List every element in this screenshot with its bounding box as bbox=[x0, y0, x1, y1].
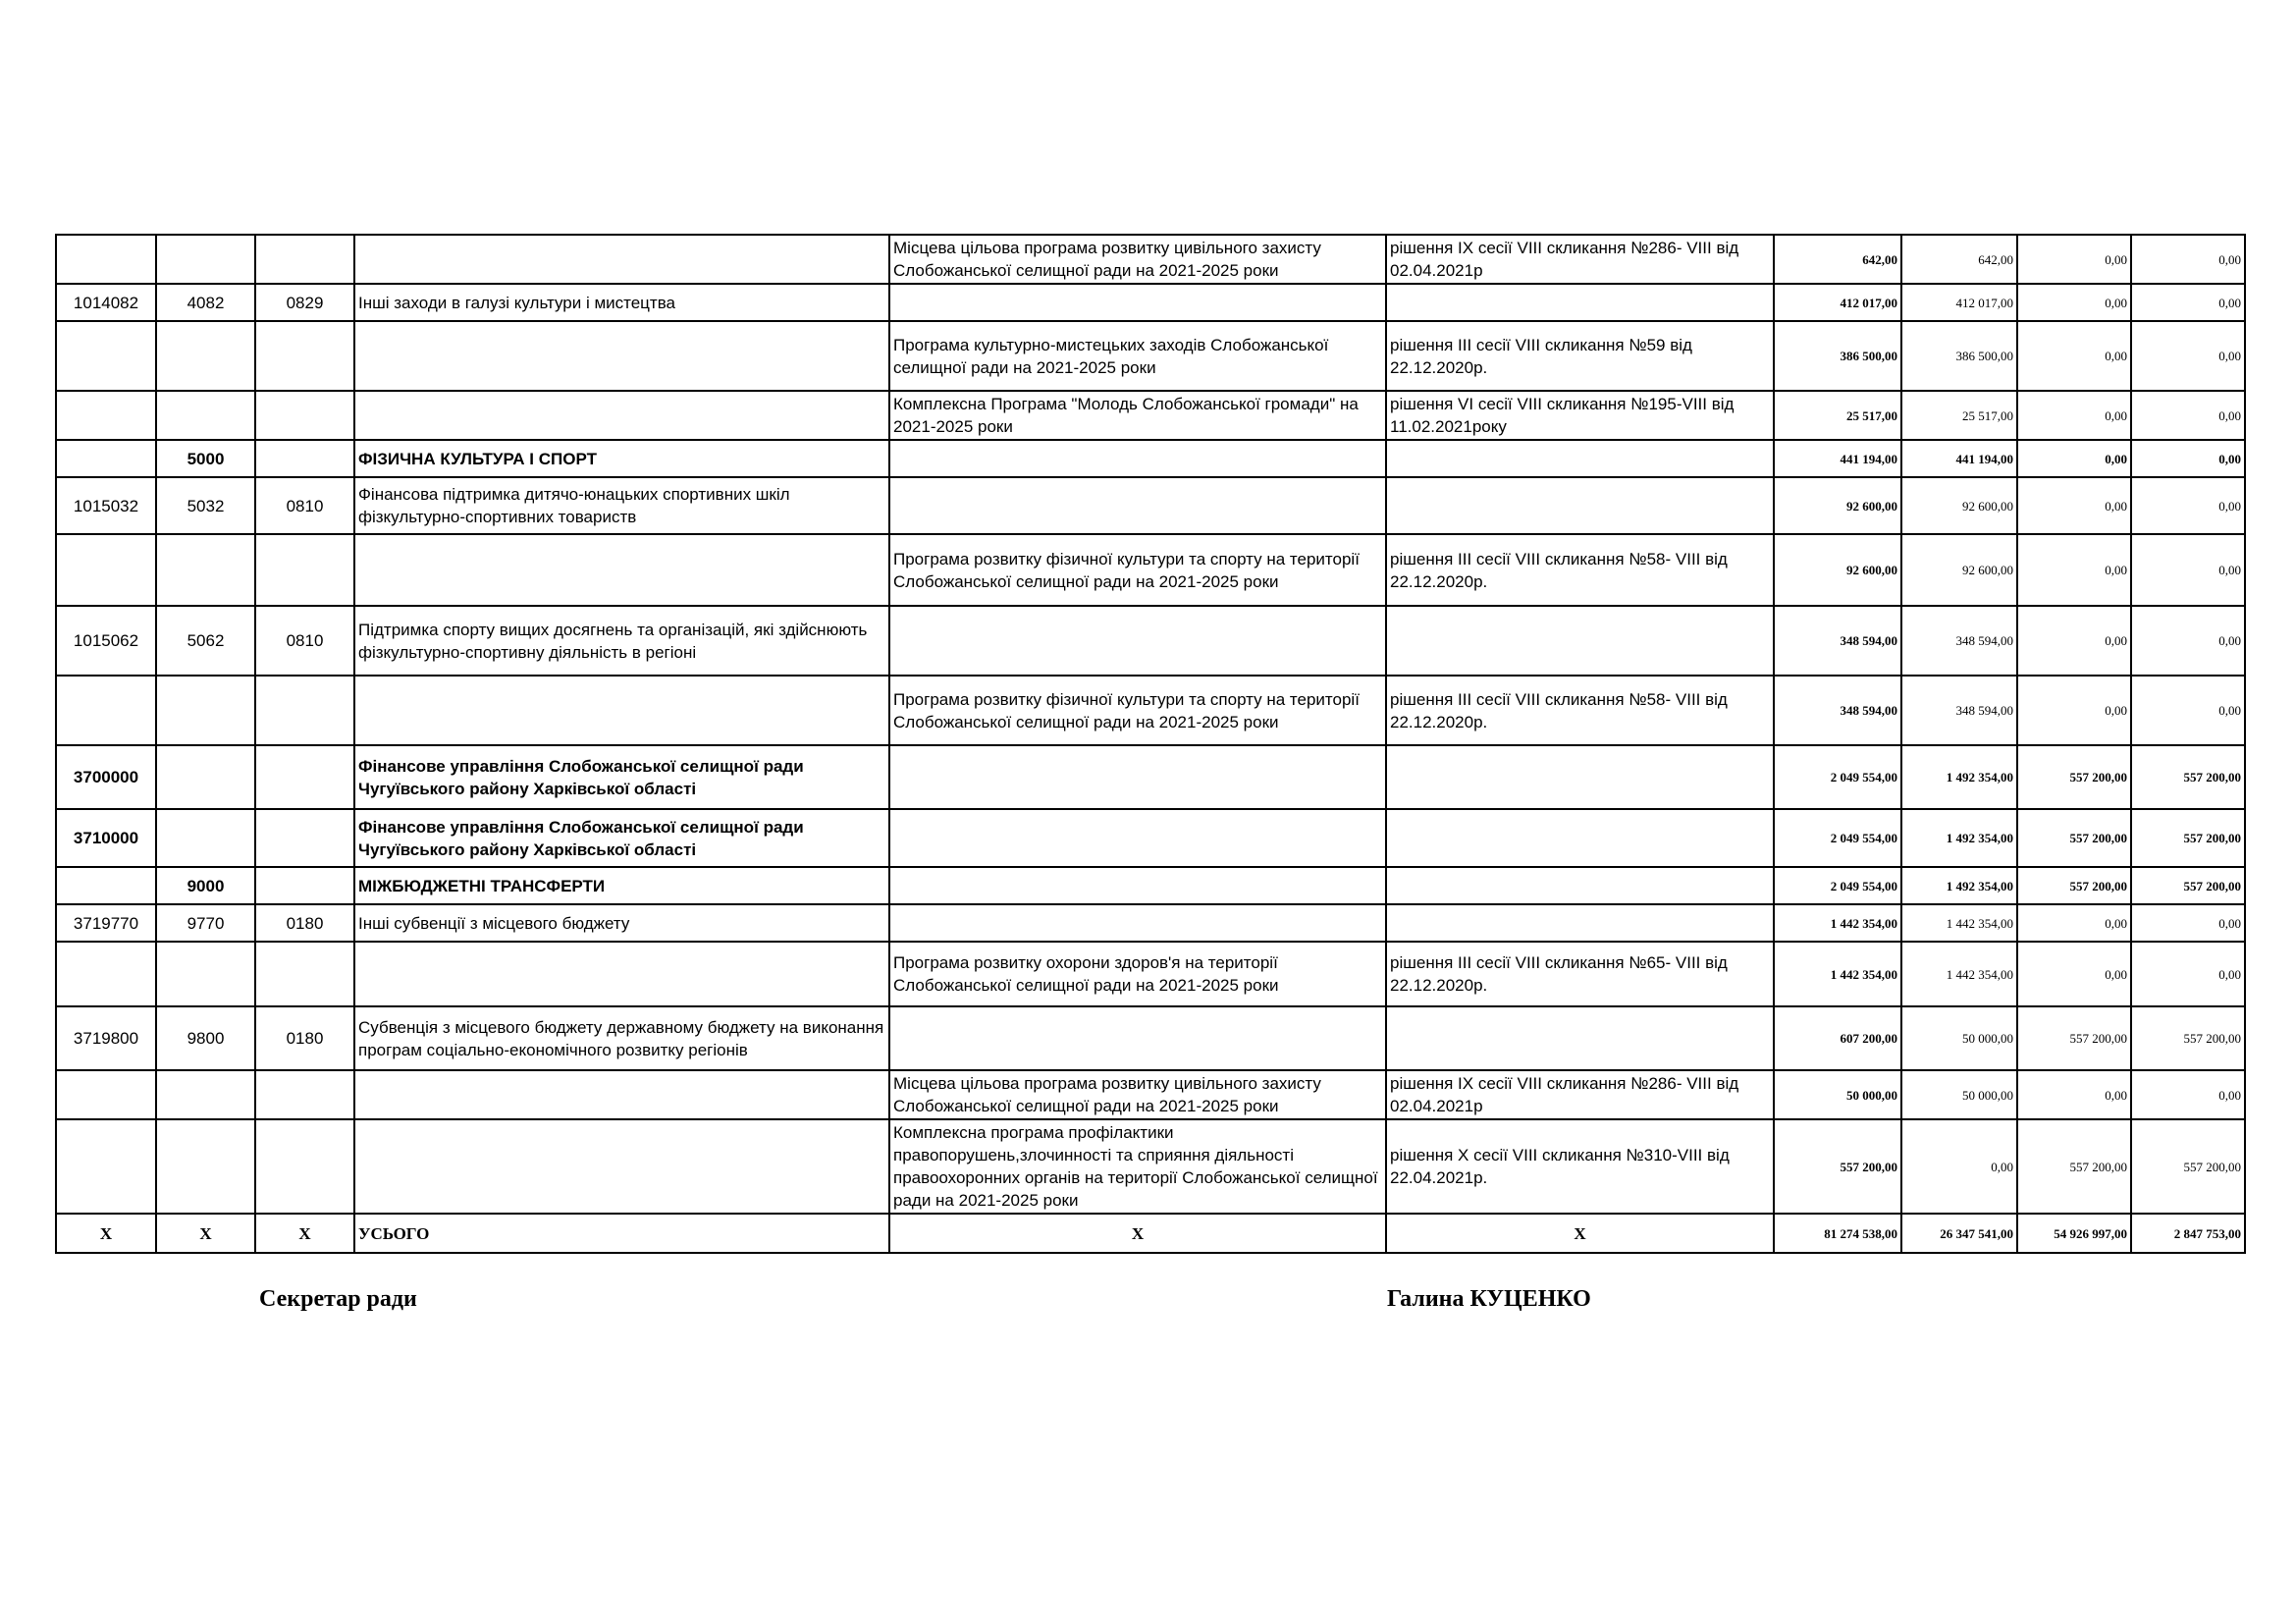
item-name-cell bbox=[354, 321, 889, 391]
total-row bbox=[56, 1214, 2245, 1253]
decision-cell bbox=[1386, 440, 1774, 477]
program-name-cell bbox=[889, 809, 1386, 867]
item-name-cell: Субвенція з місцевого бюджету державному бюджету на виконання програм соціально-економічного розвитку регіонів bbox=[354, 1006, 889, 1070]
general-fund-cell: 348 594,00 bbox=[1901, 676, 2017, 745]
decision-cell: рішення VI сесії VIII скликання №195-VIII від 11.02.2021року bbox=[1386, 391, 1774, 440]
function-code-cell bbox=[255, 942, 354, 1006]
program-name-cell: Комплексна Програма "Молодь Слобожанської громади" на 2021-2025 роки bbox=[889, 391, 1386, 440]
decision-cell bbox=[1386, 284, 1774, 321]
function-code-cell bbox=[255, 745, 354, 809]
task-code-cell: 5000 bbox=[156, 440, 255, 477]
program-name-cell: Програма розвитку охорони здоров'я на території Слобожанської селищної ради на 2021-2025 роки bbox=[889, 942, 1386, 1006]
table-row bbox=[56, 867, 2245, 904]
function-code-cell: 0829 bbox=[255, 284, 354, 321]
development-budget-cell: 0,00 bbox=[2131, 440, 2245, 477]
general-fund-cell: 1 492 354,00 bbox=[1901, 809, 2017, 867]
program-code-cell: 1014082 bbox=[56, 284, 156, 321]
task-code-cell bbox=[156, 391, 255, 440]
special-fund-cell: 0,00 bbox=[2017, 534, 2131, 606]
table-row bbox=[56, 534, 2245, 606]
total-amount-cell: 348 594,00 bbox=[1774, 606, 1901, 676]
special-fund-cell: 0,00 bbox=[2017, 391, 2131, 440]
special-fund-cell: 0,00 bbox=[2017, 440, 2131, 477]
program-code-cell: 1015032 bbox=[56, 477, 156, 534]
special-fund-cell: 0,00 bbox=[2017, 235, 2131, 284]
table-row bbox=[56, 676, 2245, 745]
signature-position: Секретар ради bbox=[259, 1286, 417, 1312]
special-fund-cell: 0,00 bbox=[2017, 676, 2131, 745]
development-budget-cell: 0,00 bbox=[2131, 477, 2245, 534]
total-x-cell: Х bbox=[889, 1214, 1386, 1253]
task-code-cell: 9770 bbox=[156, 904, 255, 942]
program-name-cell: Програма розвитку фізичної культури та спорту на території Слобожанської селищної ради на 2021-2025 роки bbox=[889, 534, 1386, 606]
program-name-cell bbox=[889, 477, 1386, 534]
item-name-cell bbox=[354, 1119, 889, 1214]
total-amount-cell: 412 017,00 bbox=[1774, 284, 1901, 321]
decision-cell: рішення X сесії VIII скликання №310-VIII від 22.04.2021р. bbox=[1386, 1119, 1774, 1214]
total-amount-cell: 92 600,00 bbox=[1774, 477, 1901, 534]
total-label-cell: УСЬОГО bbox=[354, 1214, 889, 1253]
task-code-cell bbox=[156, 1070, 255, 1119]
general-fund-cell: 92 600,00 bbox=[1901, 534, 2017, 606]
program-name-cell: Програма розвитку фізичної культури та спорту на території Слобожанської селищної ради на 2021-2025 роки bbox=[889, 676, 1386, 745]
total-amount-cell: 2 049 554,00 bbox=[1774, 809, 1901, 867]
program-name-cell bbox=[889, 904, 1386, 942]
program-code-cell: 3719800 bbox=[56, 1006, 156, 1070]
program-code-cell: 3700000 bbox=[56, 745, 156, 809]
grand-special-fund-cell: 54 926 997,00 bbox=[2017, 1214, 2131, 1253]
total-amount-cell: 50 000,00 bbox=[1774, 1070, 1901, 1119]
table-row bbox=[56, 606, 2245, 676]
program-name-cell bbox=[889, 284, 1386, 321]
program-name-cell bbox=[889, 745, 1386, 809]
program-code-cell: 3710000 bbox=[56, 809, 156, 867]
development-budget-cell: 0,00 bbox=[2131, 606, 2245, 676]
grand-general-fund-cell: 26 347 541,00 bbox=[1901, 1214, 2017, 1253]
special-fund-cell: 557 200,00 bbox=[2017, 867, 2131, 904]
decision-cell: рішення IX сесії VIII скликання №286- VIII від 02.04.2021р bbox=[1386, 235, 1774, 284]
function-code-cell bbox=[255, 1070, 354, 1119]
grand-development-budget-cell: 2 847 753,00 bbox=[2131, 1214, 2245, 1253]
decision-cell bbox=[1386, 477, 1774, 534]
task-code-cell bbox=[156, 235, 255, 284]
task-code-cell: 4082 bbox=[156, 284, 255, 321]
decision-cell bbox=[1386, 809, 1774, 867]
table-row bbox=[56, 1006, 2245, 1070]
general-fund-cell: 50 000,00 bbox=[1901, 1070, 2017, 1119]
general-fund-cell: 92 600,00 bbox=[1901, 477, 2017, 534]
program-name-cell: Місцева цільова програма розвитку цивільного захисту Слобожанської селищної ради на 2021-2025 роки bbox=[889, 1070, 1386, 1119]
item-name-cell: Інші субвенції з місцевого бюджету bbox=[354, 904, 889, 942]
item-name-cell bbox=[354, 235, 889, 284]
decision-cell: рішення III сесії VIII скликання №58- VIII від 22.12.2020р. bbox=[1386, 676, 1774, 745]
item-name-cell: Підтримка спорту вищих досягнень та організацій, які здійснюють фізкультурно-спортивну діяльність в регіоні bbox=[354, 606, 889, 676]
task-code-cell: 5062 bbox=[156, 606, 255, 676]
table-row bbox=[56, 235, 2245, 284]
program-code-cell bbox=[56, 235, 156, 284]
general-fund-cell: 0,00 bbox=[1901, 1119, 2017, 1214]
decision-cell: рішення III сесії VIII скликання №58- VIII від 22.12.2020р. bbox=[1386, 534, 1774, 606]
item-name-cell bbox=[354, 534, 889, 606]
program-name-cell bbox=[889, 440, 1386, 477]
decision-cell: рішення III сесії VIII скликання №65- VIII від 22.12.2020р. bbox=[1386, 942, 1774, 1006]
program-code-cell: 1015062 bbox=[56, 606, 156, 676]
decision-cell bbox=[1386, 904, 1774, 942]
general-fund-cell: 441 194,00 bbox=[1901, 440, 2017, 477]
special-fund-cell: 0,00 bbox=[2017, 1070, 2131, 1119]
development-budget-cell: 557 200,00 bbox=[2131, 1119, 2245, 1214]
total-amount-cell: 642,00 bbox=[1774, 235, 1901, 284]
development-budget-cell: 557 200,00 bbox=[2131, 809, 2245, 867]
function-code-cell: 0810 bbox=[255, 477, 354, 534]
program-name-cell: Комплексна програма профілактики правопорушень,злочинності та сприяння діяльності правоохоронних органів на території Слобожанської селищної ради на 2021-2025 роки bbox=[889, 1119, 1386, 1214]
task-code-cell bbox=[156, 942, 255, 1006]
general-fund-cell: 348 594,00 bbox=[1901, 606, 2017, 676]
general-fund-cell: 642,00 bbox=[1901, 235, 2017, 284]
program-code-cell bbox=[56, 440, 156, 477]
function-code-cell bbox=[255, 867, 354, 904]
table-row bbox=[56, 942, 2245, 1006]
special-fund-cell: 0,00 bbox=[2017, 477, 2131, 534]
program-code-cell bbox=[56, 534, 156, 606]
special-fund-cell: 0,00 bbox=[2017, 904, 2131, 942]
decision-cell bbox=[1386, 867, 1774, 904]
table-body bbox=[56, 235, 2245, 1253]
task-code-cell bbox=[156, 676, 255, 745]
program-name-cell bbox=[889, 867, 1386, 904]
item-name-cell bbox=[354, 942, 889, 1006]
program-name-cell: Місцева цільова програма розвитку цивільного захисту Слобожанської селищної ради на 2021-2025 роки bbox=[889, 235, 1386, 284]
task-code-cell bbox=[156, 745, 255, 809]
function-code-cell: 0180 bbox=[255, 904, 354, 942]
special-fund-cell: 557 200,00 bbox=[2017, 1006, 2131, 1070]
development-budget-cell: 557 200,00 bbox=[2131, 745, 2245, 809]
table-row bbox=[56, 321, 2245, 391]
table-row bbox=[56, 284, 2245, 321]
function-code-cell bbox=[255, 676, 354, 745]
task-code-cell: 9000 bbox=[156, 867, 255, 904]
item-name-cell bbox=[354, 391, 889, 440]
item-name-cell bbox=[354, 1070, 889, 1119]
function-code-cell bbox=[255, 321, 354, 391]
general-fund-cell: 412 017,00 bbox=[1901, 284, 2017, 321]
program-code-cell: 3719770 bbox=[56, 904, 156, 942]
general-fund-cell: 1 442 354,00 bbox=[1901, 942, 2017, 1006]
special-fund-cell: 557 200,00 bbox=[2017, 745, 2131, 809]
decision-cell bbox=[1386, 745, 1774, 809]
decision-cell: рішення IX сесії VIII скликання №286- VIII від 02.04.2021р bbox=[1386, 1070, 1774, 1119]
program-name-cell bbox=[889, 1006, 1386, 1070]
special-fund-cell: 0,00 bbox=[2017, 321, 2131, 391]
program-code-cell bbox=[56, 1119, 156, 1214]
development-budget-cell: 557 200,00 bbox=[2131, 867, 2245, 904]
program-code-cell bbox=[56, 867, 156, 904]
total-amount-cell: 2 049 554,00 bbox=[1774, 745, 1901, 809]
function-code-cell bbox=[255, 391, 354, 440]
total-x-cell: Х bbox=[1386, 1214, 1774, 1253]
total-amount-cell: 2 049 554,00 bbox=[1774, 867, 1901, 904]
program-code-cell bbox=[56, 1070, 156, 1119]
function-code-cell bbox=[255, 534, 354, 606]
function-code-cell: 0180 bbox=[255, 1006, 354, 1070]
general-fund-cell: 1 492 354,00 bbox=[1901, 867, 2017, 904]
program-code-cell bbox=[56, 391, 156, 440]
total-amount-cell: 348 594,00 bbox=[1774, 676, 1901, 745]
item-name-cell: МІЖБЮДЖЕТНІ ТРАНСФЕРТИ bbox=[354, 867, 889, 904]
task-code-cell bbox=[156, 809, 255, 867]
special-fund-cell: 557 200,00 bbox=[2017, 809, 2131, 867]
function-code-cell bbox=[255, 440, 354, 477]
development-budget-cell: 0,00 bbox=[2131, 534, 2245, 606]
development-budget-cell: 0,00 bbox=[2131, 391, 2245, 440]
decision-cell bbox=[1386, 1006, 1774, 1070]
function-code-cell: 0810 bbox=[255, 606, 354, 676]
item-name-cell: Фінансова підтримка дитячо-юнацьких спортивних шкіл фізкультурно-спортивних товариств bbox=[354, 477, 889, 534]
item-name-cell: Інші заходи в галузі культури і мистецтва bbox=[354, 284, 889, 321]
development-budget-cell: 0,00 bbox=[2131, 321, 2245, 391]
general-fund-cell: 1 492 354,00 bbox=[1901, 745, 2017, 809]
table-row bbox=[56, 1119, 2245, 1214]
function-code-cell bbox=[255, 809, 354, 867]
table-row bbox=[56, 440, 2245, 477]
total-amount-cell: 1 442 354,00 bbox=[1774, 904, 1901, 942]
item-name-cell: ФІЗИЧНА КУЛЬТУРА І СПОРТ bbox=[354, 440, 889, 477]
general-fund-cell: 25 517,00 bbox=[1901, 391, 2017, 440]
program-name-cell bbox=[889, 606, 1386, 676]
special-fund-cell: 0,00 bbox=[2017, 942, 2131, 1006]
total-x-cell: Х bbox=[156, 1214, 255, 1253]
development-budget-cell: 0,00 bbox=[2131, 1070, 2245, 1119]
special-fund-cell: 557 200,00 bbox=[2017, 1119, 2131, 1214]
budget-table bbox=[55, 234, 2246, 1254]
task-code-cell: 9800 bbox=[156, 1006, 255, 1070]
general-fund-cell: 386 500,00 bbox=[1901, 321, 2017, 391]
table-row bbox=[56, 904, 2245, 942]
general-fund-cell: 50 000,00 bbox=[1901, 1006, 2017, 1070]
item-name-cell: Фінансове управління Слобожанської селищної ради Чугуївського району Харківської області bbox=[354, 809, 889, 867]
development-budget-cell: 0,00 bbox=[2131, 284, 2245, 321]
decision-cell bbox=[1386, 606, 1774, 676]
total-amount-cell: 441 194,00 bbox=[1774, 440, 1901, 477]
total-amount-cell: 557 200,00 bbox=[1774, 1119, 1901, 1214]
table-row bbox=[56, 1070, 2245, 1119]
task-code-cell bbox=[156, 1119, 255, 1214]
general-fund-cell: 1 442 354,00 bbox=[1901, 904, 2017, 942]
development-budget-cell: 0,00 bbox=[2131, 235, 2245, 284]
total-amount-cell: 92 600,00 bbox=[1774, 534, 1901, 606]
task-code-cell bbox=[156, 321, 255, 391]
development-budget-cell: 0,00 bbox=[2131, 942, 2245, 1006]
item-name-cell bbox=[354, 676, 889, 745]
task-code-cell bbox=[156, 534, 255, 606]
development-budget-cell: 0,00 bbox=[2131, 904, 2245, 942]
grand-total-cell: 81 274 538,00 bbox=[1774, 1214, 1901, 1253]
function-code-cell bbox=[255, 1119, 354, 1214]
total-amount-cell: 386 500,00 bbox=[1774, 321, 1901, 391]
program-code-cell bbox=[56, 676, 156, 745]
development-budget-cell: 557 200,00 bbox=[2131, 1006, 2245, 1070]
total-amount-cell: 25 517,00 bbox=[1774, 391, 1901, 440]
signature-name: Галина КУЦЕНКО bbox=[1387, 1286, 1591, 1312]
table-row bbox=[56, 809, 2245, 867]
task-code-cell: 5032 bbox=[156, 477, 255, 534]
total-x-cell: Х bbox=[56, 1214, 156, 1253]
function-code-cell bbox=[255, 235, 354, 284]
total-amount-cell: 607 200,00 bbox=[1774, 1006, 1901, 1070]
development-budget-cell: 0,00 bbox=[2131, 676, 2245, 745]
decision-cell: рішення III сесії VIII скликання №59 від 22.12.2020р. bbox=[1386, 321, 1774, 391]
table-row bbox=[56, 391, 2245, 440]
table-row bbox=[56, 477, 2245, 534]
total-x-cell: Х bbox=[255, 1214, 354, 1253]
table-row bbox=[56, 745, 2245, 809]
program-code-cell bbox=[56, 321, 156, 391]
special-fund-cell: 0,00 bbox=[2017, 606, 2131, 676]
program-code-cell bbox=[56, 942, 156, 1006]
program-name-cell: Програма культурно-мистецьких заходів Слобожанської селищної ради на 2021-2025 роки bbox=[889, 321, 1386, 391]
total-amount-cell: 1 442 354,00 bbox=[1774, 942, 1901, 1006]
item-name-cell: Фінансове управління Слобожанської селищної ради Чугуївського району Харківської області bbox=[354, 745, 889, 809]
special-fund-cell: 0,00 bbox=[2017, 284, 2131, 321]
